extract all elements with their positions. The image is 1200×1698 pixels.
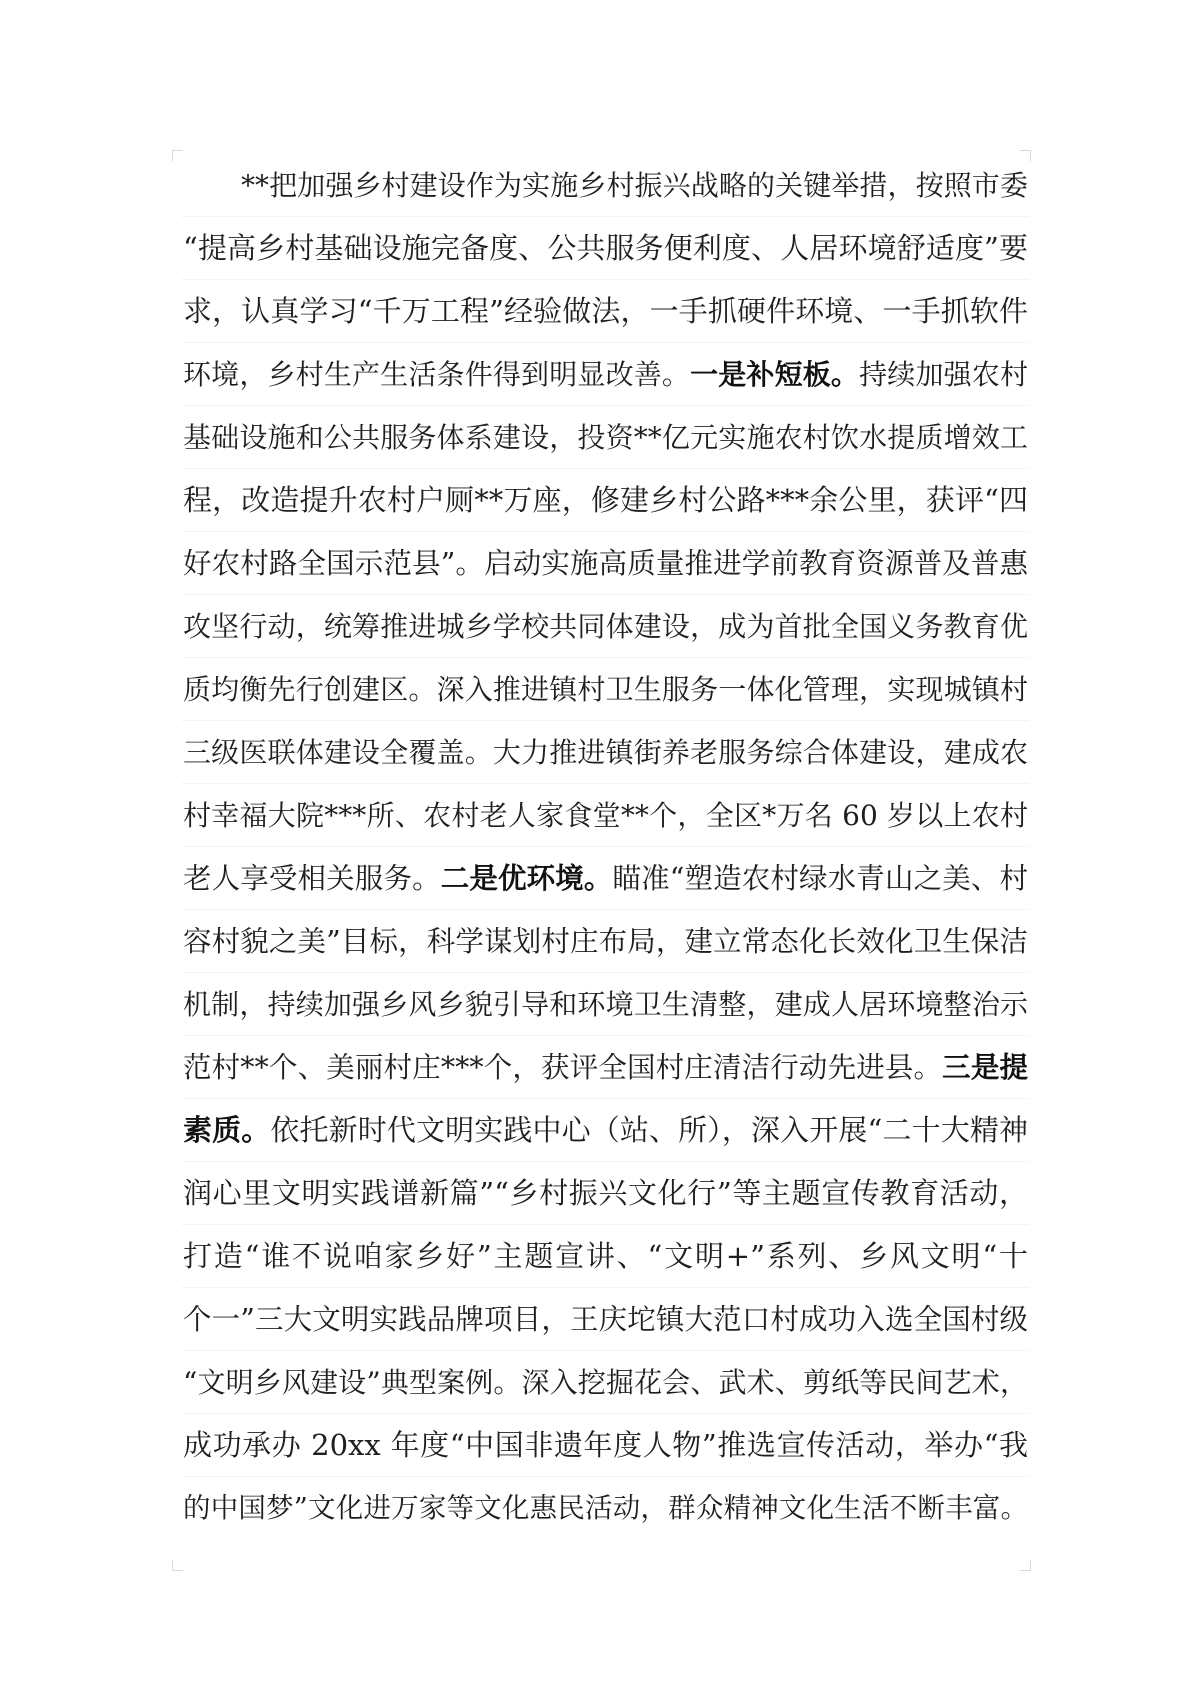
paragraph-line [183,532,1028,595]
line-text: **把加强乡村建设作为实施乡村振兴战略的关键举措，按照市委 [241,169,1028,202]
text-area-corner-mark [172,1560,183,1571]
paragraph-line [183,1099,1028,1162]
bold-heading-text: 素质。 [183,1113,271,1147]
line-text: 润心里文明实践谱新篇”“乡村振兴文化行”等主题宣传教育活动， [183,1176,1028,1210]
line-text: 好农村路全国示范县”。启动实施高质量推进学前教育资源普及普惠 [183,547,1028,580]
paragraph-line [183,1351,1028,1414]
line-text: 村幸福大院***所、农村老人家食堂**个，全区*万名 60 岁以上农村 [183,799,1028,832]
paragraph-line [183,343,1028,406]
line-text: 容村貌之美”目标，科学谋划村庄布局，建立常态化长效化卫生保洁 [183,925,1028,958]
line-text: 个一”三大文明实践品牌项目，王庆坨镇大范口村成功入选全国村级 [183,1303,1028,1336]
paragraph-line [183,910,1028,973]
line-text: 基础设施和公共服务体系建设，投资**亿元实施农村饮水提质增效工 [183,421,1028,454]
paragraph-line [183,595,1028,658]
paragraph-line [183,1036,1028,1099]
line-text: 成功承办 20xx 年度“中国非遗年度人物”推选宣传活动，举办“我 [183,1428,1028,1462]
bold-heading-text: 三是提 [942,1050,1028,1084]
paragraph-line [183,721,1028,784]
line-text: 机制，持续加强乡风乡貌引导和环境卫生清整，建成人居环境整治示 [183,988,1028,1021]
line-text: 依托新时代文明实践中心（站、所），深入开展“二十大精神 [270,1113,1028,1147]
paragraph-line [183,1414,1028,1477]
paragraph-line [183,1477,1028,1540]
paragraph-line [183,217,1028,280]
paragraph-line [183,658,1028,721]
paragraph-line [183,847,1028,910]
paragraph-line [183,469,1028,532]
line-text: 质均衡先行创建区。深入推进镇村卫生服务一体化管理，实现城镇村 [183,673,1028,706]
bold-heading-text: 一是补短板。 [690,358,860,391]
line-text: “文明乡风建设”典型案例。深入挖掘花会、武术、剪纸等民间艺术， [183,1366,1028,1399]
paragraph-line [183,1162,1028,1225]
body-paragraph [183,154,1028,1540]
line-text: 打造“谁不说咱家乡好”主题宣讲、“文明+”系列、乡风文明“十 [183,1239,1028,1273]
line-text: 持续加强农村 [859,358,1028,391]
line-text: 瞄准“塑造农村绿水青山之美、村 [612,862,1028,895]
text-area-corner-mark [1020,1560,1031,1571]
bold-heading-text: 二是优环境。 [440,861,613,895]
paragraph-line [183,154,1028,217]
line-text: 范村**个、美丽村庄***个，获评全国村庄清洁行动先进县。 [183,1051,943,1084]
line-text: 攻坚行动，统筹推进城乡学校共同体建设，成为首批全国义务教育优 [183,610,1028,643]
line-text: 求，认真学习“千万工程”经验做法，一手抓硬件环境、一手抓软件 [183,294,1028,328]
paragraph-line [183,280,1028,343]
line-text: 老人享受相关服务。 [183,862,441,895]
text-area-corner-mark [172,150,183,161]
paragraph-line [183,1288,1028,1351]
paragraph-line [183,784,1028,847]
line-text: 程，改造提升农村户厕**万座，修建乡村公路***余公里，获评“四 [183,483,1028,517]
line-text: 三级医联体建设全覆盖。大力推进镇街养老服务综合体建设，建成农 [183,736,1028,769]
paragraph-line [183,1225,1028,1288]
line-text: 的中国梦”文化进万家等文化惠民活动，群众精神文化生活不断丰富。 [183,1492,1028,1524]
paragraph-line [183,973,1028,1036]
line-text: 环境，乡村生产生活条件得到明显改善。 [183,358,691,391]
paragraph-line [183,406,1028,469]
line-text: “提高乡村基础设施完备度、公共服务便利度、人居环境舒适度”要 [183,231,1028,265]
